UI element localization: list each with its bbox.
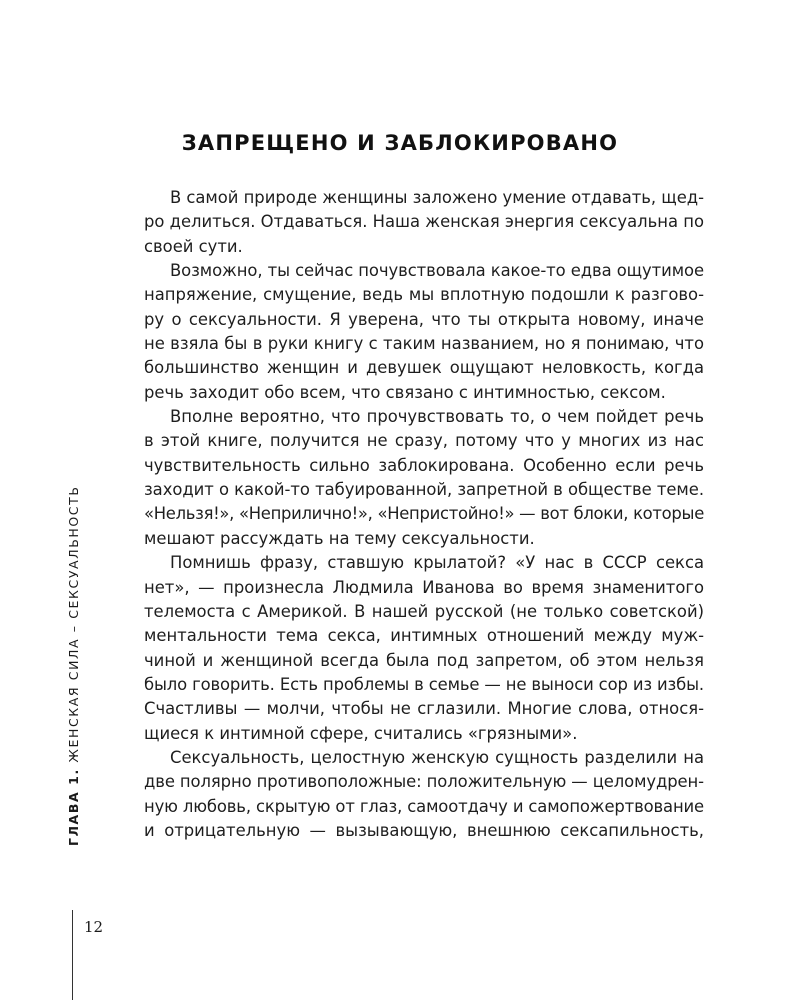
folio-rule [72, 910, 73, 1000]
text-line: ру о сексуальности. Я уверена, что ты открыта новому, иначе [144, 309, 704, 329]
section-title: ЗАПРЕЩЕНО И ЗАБЛОКИРОВАНО [181, 131, 619, 155]
text-line: в этой книге, получится не сразу, потому что у многих из нас [144, 431, 704, 451]
body-text [144, 186, 704, 843]
text-line: не взяла бы в руки книгу с таким названием, но я понимаю, что [144, 334, 704, 354]
text-line: речь заходит обо всем, что связано с интимностью, сексом. [144, 382, 666, 402]
text-line: чувствительность сильно заблокирована. Особенно если речь [144, 455, 704, 475]
text-line: Возможно, ты сейчас почувствовала какое-то едва ощутимое [170, 261, 704, 281]
text-line: Счастливы — молчи, чтобы не сглазили. Многие слова, относя- [144, 699, 704, 719]
page-number: 12 [84, 918, 104, 936]
text-line: телемоста с Америкой. В нашей русской (не только советской) [144, 601, 704, 621]
text-line: Сексуальность, целостную женскую сущность разделили на [170, 747, 704, 767]
text-line: «Нельзя!», «Неприлично!», «Непристойно!» — вот блоки, которые [144, 504, 704, 524]
running-head [66, 485, 81, 846]
text-line: своей сути. [144, 236, 243, 256]
text-line: щиеся к интимной сфере, считались «грязными». [144, 723, 578, 743]
running-head-title: ЖЕНСКАЯ СИЛА – СЕКСУАЛЬНОСТЬ [66, 485, 81, 769]
text-line: две полярно противоположные: положительную — целомудрен- [144, 772, 704, 792]
text-line: чиной и женщиной всегда была под запретом, об этом нельзя [144, 650, 704, 670]
text-line: большинство женщин и девушек ощущают неловкость, когда [144, 358, 704, 378]
text-line: Помнишь фразу, ставшую крылатой? «У нас в СССР секса [170, 553, 704, 573]
text-line: заходит о какой-то табуированной, запретной в обществе теме. [144, 480, 704, 500]
text-line: ментальности тема секса, интимных отношений между муж- [144, 626, 704, 646]
text-line: ную любовь, скрытую от глаз, самоотдачу и самопожертвование [144, 796, 704, 816]
text-line: и отрицательную — вызывающую, внешнюю сексапильность, [144, 820, 704, 840]
text-line: мешают рассуждать на тему сексуальности. [144, 528, 535, 548]
text-line: нет», — произнесла Людмила Иванова во время знаменитого [144, 577, 704, 597]
text-line: Вполне вероятно, что прочувствовать то, о чем пойдет речь [170, 407, 704, 427]
text-line: ро делиться. Отдаваться. Наша женская энергия сексуальна по [144, 212, 704, 232]
text-line: напряжение, смущение, ведь мы вплотную подошли к разгово- [144, 285, 704, 305]
text-line: В самой природе женщины заложено умение отдавать, щед- [170, 188, 704, 207]
text-line: было говорить. Есть проблемы в семье — не выноси сор из избы. [144, 674, 704, 694]
running-head-chapter: ГЛАВА 1. [66, 768, 81, 846]
